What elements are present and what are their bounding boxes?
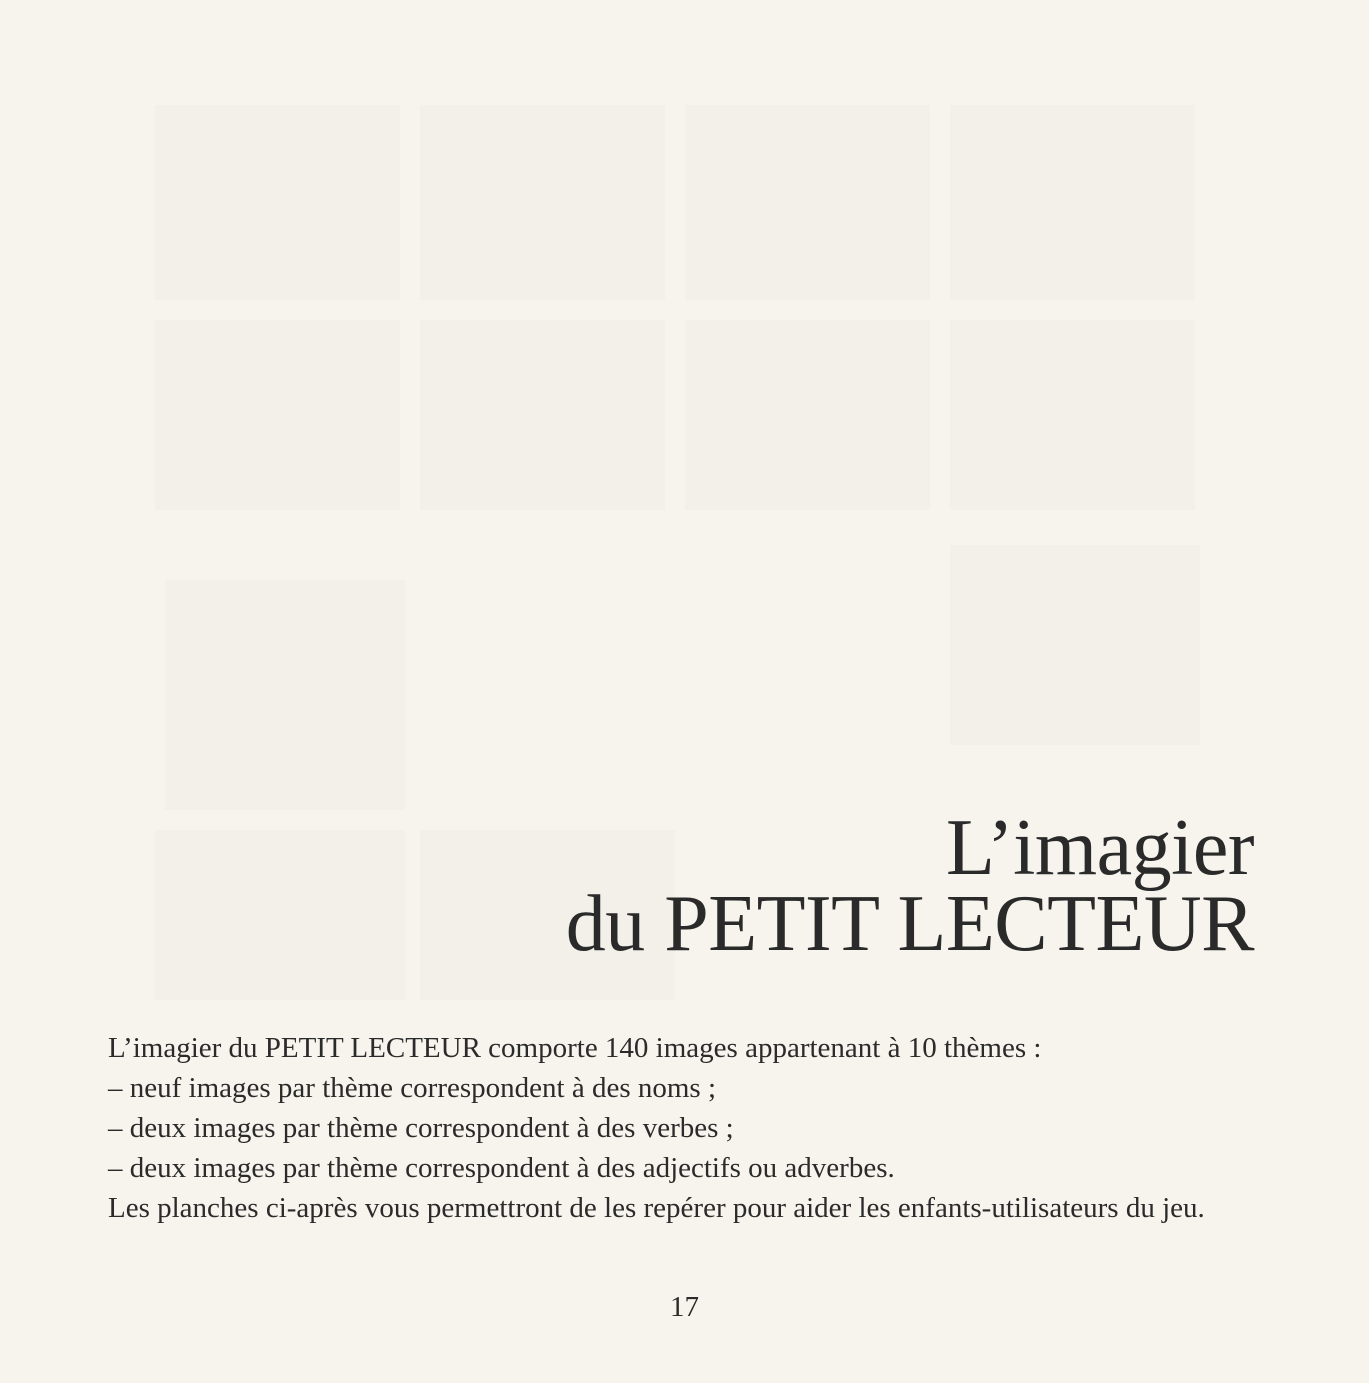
body-paragraph — [108, 1028, 1256, 1228]
show-through-block — [685, 320, 930, 510]
title-line-1: L’imagier — [946, 804, 1254, 892]
show-through-block — [950, 545, 1200, 745]
page-number: 17 — [670, 1291, 699, 1323]
show-through-block — [950, 105, 1195, 300]
list-item: – deux images par thème correspondent à des verbes ; — [108, 1112, 734, 1144]
page-title — [565, 804, 1254, 968]
show-through-block — [165, 580, 405, 810]
list-item: – neuf images par thème correspondent à des noms ; — [108, 1072, 717, 1104]
intro-line: L’imagier du PETIT LECTEUR comporte 140 images appartenant à 10 thèmes : — [108, 1032, 1042, 1064]
list-item: – deux images par thème correspondent à des adjectifs ou adverbes. — [108, 1152, 895, 1184]
title-line-2: du PETIT LECTEUR — [565, 880, 1254, 968]
show-through-block — [420, 320, 665, 510]
show-through-block — [420, 105, 665, 300]
closing-sentence: Les planches ci-après vous permettront de les repérer pour aider les enfants-utilisateurs du jeu. — [108, 1192, 1205, 1224]
show-through-block — [155, 320, 400, 510]
show-through-block — [685, 105, 930, 300]
show-through-block — [155, 830, 405, 1000]
show-through-block — [950, 320, 1195, 510]
show-through-block — [155, 105, 400, 300]
